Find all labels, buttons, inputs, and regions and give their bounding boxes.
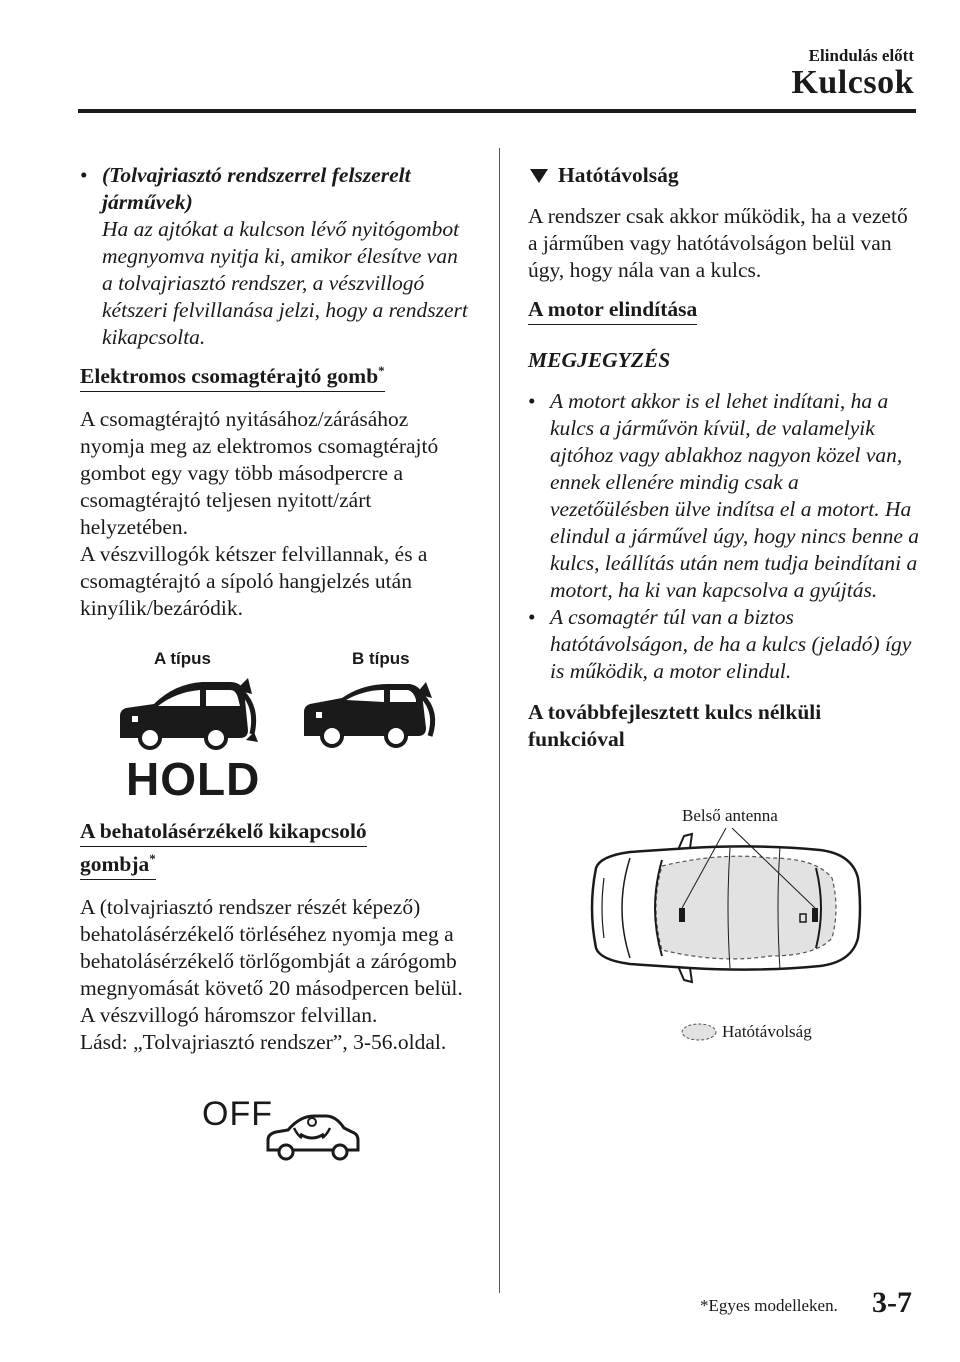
car-top-view-antenna-diagram: [570, 828, 870, 988]
figure-label-b: B típus: [352, 649, 410, 668]
intrusion-sensor-off-icon: [262, 1108, 362, 1166]
trunk-heading: [80, 363, 385, 392]
page-number: 3-7: [872, 1286, 912, 1319]
antenna-label: Belső antenna: [682, 806, 778, 825]
intrusion-heading-line1: A behatolásérzékelő kikapcsoló: [80, 818, 367, 847]
footnote: *Egyes modelleken.: [700, 1296, 838, 1315]
column-divider: [499, 148, 500, 1293]
right-column: [528, 162, 920, 754]
footnote-star: *: [149, 850, 156, 866]
bullet-dot: •: [528, 605, 536, 629]
range-legend-label: Hatótávolság: [722, 1022, 812, 1041]
note-bullet-2-text: A csomagtér túl van a biztos hatótávolságon, de ha a kulcs (jeladó) így is működik, a motor elindul.: [550, 605, 912, 683]
bullet-dot: •: [528, 389, 536, 413]
left-column: [80, 162, 470, 622]
figure-label-a: A típus: [154, 649, 211, 668]
trunk-paragraph-1: A csomagtérajtó nyitásához/zárásához nyomja meg az elektromos csomagtérajtó gombot egy vagy több másodpercre a csomagtérajtó teljesen nyitott/zárt helyzetében.: [80, 407, 439, 539]
intrusion-paragraph-2: Lásd: „Tolvajriasztó rendszer”, 3-56.oldal.: [80, 1030, 447, 1054]
liftgate-icon-b: [298, 672, 448, 752]
note-label: MEGJEGYZÉS: [528, 348, 671, 372]
engine-start-heading: A motor elindítása: [528, 296, 697, 325]
bullet-theft-alarm: [80, 162, 470, 351]
trunk-paragraph-2: A vészvillogók kétszer felvillannak, és a csomagtérajtó a sípoló hangjelzés után kinyílik/bezáródik.: [80, 542, 428, 620]
bullet-dot: •: [80, 163, 88, 187]
trunk-heading-text: Elektromos csomagtérajtó gomb: [80, 364, 379, 388]
note-bullet-2: [528, 604, 920, 685]
note-bullet-1: [528, 388, 920, 604]
note-bullet-1-text: A motort akkor is el lehet indítani, ha a kulcs a járművön kívül, de valamelyik ajtóhoz vagy ablakhoz nagyon közel van, ennek ellenére mindig csak a vezetőülésben ülve indítsa el a motort. Ha elindul a járművel úgy, hogy nincs benne a kulcs, leállítás után nem tudja beindítani a motort, ha ki van kapcsolva a gyújtás.: [550, 389, 920, 602]
range-heading: [528, 162, 920, 189]
section-title: Kulcsok: [791, 64, 914, 101]
off-label: OFF: [202, 1095, 273, 1133]
intrusion-paragraph-1: A (tolvajriasztó rendszer részét képező) behatolásérzékelő törléséhez nyomja meg a behatolásérzékelő törlőgombját a zárógomb megnyomását követő 20 másodpercen belül. A vészvillogó háromszor felvillan.: [80, 895, 463, 1027]
intrusion-section: [80, 818, 470, 1056]
triangle-bullet-icon: [530, 169, 548, 183]
range-legend-icon: [680, 1022, 718, 1042]
advanced-keyless-heading: A továbbfejlesztett kulcs nélküli funkcióval: [528, 700, 822, 751]
liftgate-icon-a: [112, 672, 262, 752]
range-paragraph: A rendszer csak akkor működik, ha a vezető a járműben vagy hatótávolságon belül van úgy, hogy nála van a kulcs.: [528, 204, 908, 282]
header-rule: [78, 109, 916, 113]
intrusion-heading-line2: [80, 851, 156, 880]
section-subtitle: Elindulás előtt: [808, 46, 914, 65]
bullet-title: (Tolvajriasztó rendszerrel felszerelt járművek): [102, 163, 411, 214]
hold-label: HOLD: [126, 753, 261, 805]
intrusion-heading-text: gombja: [80, 852, 150, 876]
footnote-star: *: [378, 362, 385, 378]
range-heading-text: Hatótávolság: [558, 163, 679, 187]
bullet-text: Ha az ajtókat a kulcson lévő nyitógombot megnyomva nyitja ki, amikor élesítve van a tolvajriasztó rendszer, a vészvillogó kétszeri felvillanása jelzi, hogy a rendszert kikapcsolta.: [102, 217, 468, 349]
